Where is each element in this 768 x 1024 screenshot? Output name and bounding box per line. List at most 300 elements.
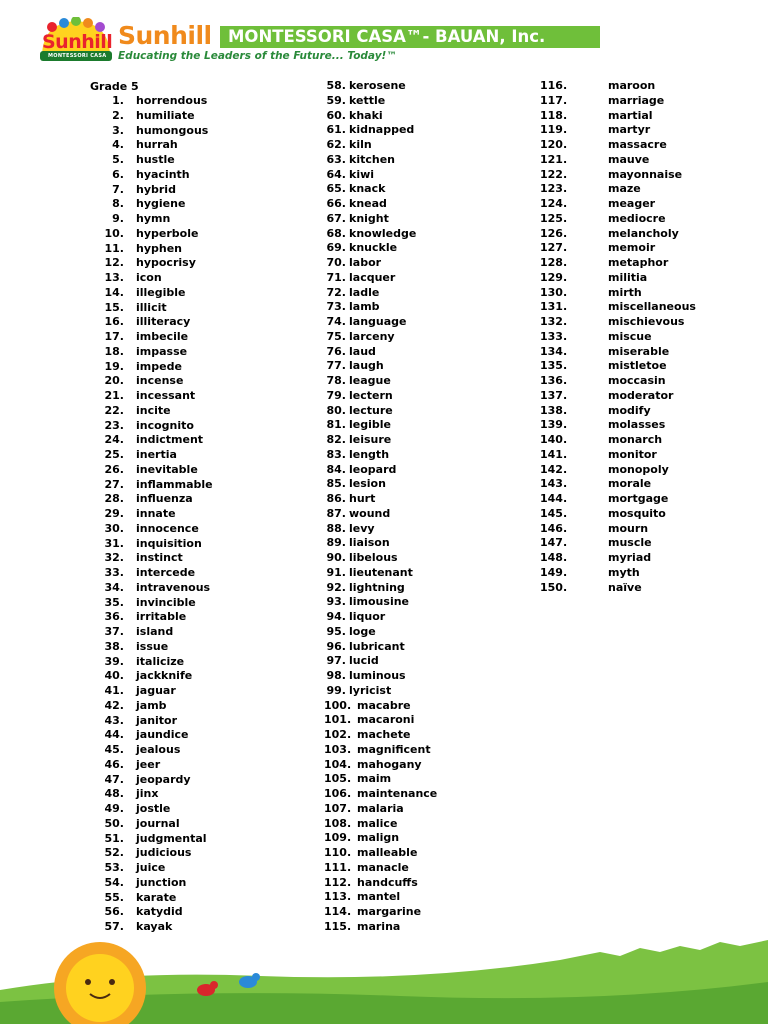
- word-list-item: [540, 433, 740, 448]
- item-word: mistletoe: [608, 359, 667, 373]
- item-number: 123.: [540, 182, 568, 196]
- item-word: liquor: [349, 610, 386, 623]
- item-word: kidnapped: [349, 123, 415, 137]
- word-list-item: [324, 640, 524, 655]
- word-list-item: [90, 714, 290, 729]
- item-number: 87.: [326, 506, 346, 520]
- word-list-item: [540, 463, 740, 478]
- item-number: 85.: [326, 477, 346, 491]
- item-number: 11.: [104, 241, 124, 255]
- item-word: macaroni: [357, 713, 415, 727]
- word-list-item: [90, 537, 290, 552]
- word-list-item: [324, 861, 524, 876]
- item-word: lieutenant: [349, 565, 413, 579]
- item-number: 57.: [104, 920, 124, 933]
- item-word: lubricant: [349, 639, 405, 653]
- item-number: 13.: [104, 271, 124, 284]
- word-list-item: [324, 94, 524, 109]
- item-number: 68.: [326, 226, 346, 240]
- item-word: malign: [357, 831, 400, 845]
- item-number: 48.: [104, 787, 124, 801]
- word-list-item: [90, 905, 290, 920]
- word-list-item: [90, 743, 290, 758]
- item-number: 122.: [540, 167, 568, 181]
- word-list-item: [540, 227, 740, 242]
- item-word: innocence: [136, 521, 199, 535]
- item-word: laud: [349, 344, 376, 358]
- word-list-item: [90, 433, 290, 448]
- item-number: 56.: [104, 905, 124, 919]
- item-word: leopard: [349, 462, 397, 476]
- word-list-item: [324, 123, 524, 138]
- word-list-item: [540, 477, 740, 492]
- item-number: 110.: [324, 846, 352, 859]
- item-word: jackknife: [136, 669, 193, 683]
- word-list-item: [324, 625, 524, 640]
- item-number: 16.: [104, 315, 124, 329]
- word-list-item: [90, 330, 290, 345]
- word-list-item: [324, 315, 524, 330]
- item-number: 33.: [104, 566, 124, 579]
- item-number: 116.: [540, 79, 568, 92]
- word-list-item: [324, 787, 524, 802]
- word-list-item: [540, 345, 740, 360]
- item-number: 120.: [540, 138, 568, 151]
- item-number: 52.: [104, 846, 124, 860]
- item-word: lecture: [349, 403, 393, 417]
- word-list-item: [324, 109, 524, 124]
- item-word: leisure: [349, 433, 392, 446]
- item-number: 78.: [326, 374, 346, 387]
- word-list-item: [324, 772, 524, 787]
- item-word: mischievous: [608, 315, 685, 328]
- item-number: 112.: [324, 875, 352, 889]
- word-list-item: [540, 271, 740, 286]
- word-list-column-1: [90, 94, 290, 935]
- item-number: 95.: [326, 624, 346, 638]
- item-number: 10.: [104, 226, 124, 240]
- word-list-item: [540, 241, 740, 256]
- item-number: 7.: [112, 182, 124, 196]
- item-word: lamb: [349, 300, 380, 314]
- item-word: juice: [136, 861, 166, 874]
- word-list-item: [540, 168, 740, 183]
- item-word: hypocrisy: [136, 256, 196, 270]
- item-word: mosquito: [608, 506, 666, 520]
- item-number: 99.: [326, 683, 346, 697]
- item-word: issue: [136, 639, 169, 653]
- item-number: 54.: [104, 875, 124, 889]
- item-word: morale: [608, 477, 652, 491]
- word-list-item: [540, 138, 740, 153]
- item-word: language: [349, 315, 407, 328]
- item-word: incite: [136, 403, 171, 417]
- item-word: machete: [357, 728, 411, 741]
- word-list-item: [90, 566, 290, 581]
- item-number: 80.: [326, 403, 346, 417]
- item-number: 63.: [326, 152, 346, 166]
- item-word: ladle: [349, 285, 380, 299]
- word-list-item: [540, 418, 740, 433]
- word-list-item: [90, 773, 290, 788]
- item-number: 15.: [104, 300, 124, 314]
- item-number: 149.: [540, 565, 568, 579]
- word-list-item: [324, 905, 524, 920]
- item-word: inflammable: [136, 477, 213, 491]
- item-word: maim: [357, 772, 392, 786]
- item-number: 70.: [326, 256, 346, 269]
- item-number: 76.: [326, 344, 346, 358]
- word-list-item: [324, 654, 524, 669]
- sun-icon: [54, 942, 146, 1024]
- word-list-item: [90, 404, 290, 419]
- item-word: knead: [349, 197, 387, 210]
- item-word: larceny: [349, 329, 395, 343]
- item-word: liaison: [349, 536, 390, 550]
- item-word: instinct: [136, 551, 183, 565]
- item-word: intercede: [136, 566, 196, 579]
- word-list-item: [90, 109, 290, 124]
- word-list-item: [324, 389, 524, 404]
- item-word: jeer: [136, 757, 161, 771]
- item-word: naïve: [608, 580, 642, 594]
- item-number: 100.: [324, 698, 352, 712]
- item-word: maroon: [608, 79, 656, 92]
- word-list-item: [540, 404, 740, 419]
- item-number: 89.: [326, 536, 346, 550]
- word-list-item: [540, 212, 740, 227]
- word-list-item: [540, 256, 740, 271]
- item-number: 21.: [104, 389, 124, 402]
- item-number: 55.: [104, 890, 124, 904]
- footer-landscape: [0, 930, 768, 1024]
- item-word: illegible: [136, 285, 186, 299]
- word-list-item: [324, 286, 524, 301]
- item-number: 140.: [540, 433, 568, 446]
- item-number: 40.: [104, 669, 124, 683]
- item-number: 66.: [326, 197, 346, 210]
- item-word: wound: [349, 506, 391, 520]
- word-list-item: [90, 876, 290, 891]
- word-list-item: [90, 197, 290, 212]
- item-number: 29.: [104, 507, 124, 520]
- word-list-item: [90, 596, 290, 611]
- word-list-item: [324, 728, 524, 743]
- item-word: incognito: [136, 418, 194, 432]
- item-number: 26.: [104, 462, 124, 476]
- word-list-item: [90, 448, 290, 463]
- word-list-item: [90, 183, 290, 198]
- item-word: mortgage: [608, 492, 669, 505]
- word-list-item: [324, 610, 524, 625]
- item-number: 53.: [104, 861, 124, 874]
- item-number: 86.: [326, 492, 346, 505]
- word-list-item: [540, 330, 740, 345]
- item-word: humongous: [136, 123, 209, 137]
- word-list-item: [90, 419, 290, 434]
- item-number: 71.: [326, 270, 346, 284]
- item-word: lectern: [349, 388, 393, 402]
- word-list-item: [90, 625, 290, 640]
- item-number: 103.: [324, 742, 352, 756]
- item-number: 130.: [540, 285, 568, 299]
- word-list-item: [90, 610, 290, 625]
- item-number: 14.: [104, 285, 124, 299]
- item-number: 105.: [324, 772, 352, 786]
- item-number: 2.: [112, 108, 124, 122]
- item-word: magnificent: [357, 742, 431, 756]
- item-number: 127.: [540, 241, 568, 255]
- item-number: 118.: [540, 108, 568, 122]
- item-number: 3.: [112, 123, 124, 137]
- word-list-item: [540, 286, 740, 301]
- word-list-item: [540, 153, 740, 168]
- word-list-item: [324, 212, 524, 227]
- item-word: jaundice: [136, 728, 189, 742]
- item-word: memoir: [608, 241, 656, 255]
- item-word: maintenance: [357, 787, 438, 800]
- item-word: macabre: [357, 698, 411, 712]
- word-list-item: [90, 168, 290, 183]
- item-word: lightning: [349, 580, 405, 594]
- item-number: 64.: [326, 167, 346, 181]
- item-word: myriad: [608, 551, 652, 564]
- item-word: miscue: [608, 329, 652, 343]
- item-number: 79.: [326, 388, 346, 402]
- word-list-item: [90, 389, 290, 404]
- item-word: icon: [136, 271, 162, 284]
- item-word: metaphor: [608, 256, 669, 269]
- word-list-item: [540, 359, 740, 374]
- word-list-item: [324, 669, 524, 684]
- word-list-item: [90, 242, 290, 257]
- item-number: 146.: [540, 521, 568, 535]
- item-word: loge: [349, 624, 376, 638]
- word-list-item: [90, 212, 290, 227]
- logo-wordmark: Sunhill: [42, 31, 113, 53]
- item-word: jinx: [136, 787, 159, 801]
- item-word: marriage: [608, 93, 665, 107]
- item-word: junction: [136, 875, 187, 889]
- item-number: 42.: [104, 698, 124, 712]
- item-number: 12.: [104, 256, 124, 270]
- item-word: monarch: [608, 433, 663, 446]
- item-number: 49.: [104, 802, 124, 815]
- word-list-item: [324, 802, 524, 817]
- word-list-item: [90, 551, 290, 566]
- item-word: invincible: [136, 595, 196, 609]
- word-list-item: [324, 300, 524, 315]
- word-list-item: [324, 846, 524, 861]
- item-number: 133.: [540, 329, 568, 343]
- school-name-banner: MONTESSORI CASA™- BAUAN, Inc.: [220, 26, 600, 48]
- item-word: knowledge: [349, 226, 417, 240]
- item-word: laugh: [349, 359, 384, 373]
- item-word: innate: [136, 507, 176, 520]
- word-list-item: [90, 728, 290, 743]
- item-word: mirth: [608, 285, 642, 299]
- word-list-item: [90, 256, 290, 271]
- item-word: limousine: [349, 595, 410, 609]
- word-list-item: [540, 536, 740, 551]
- item-word: moccasin: [608, 374, 666, 387]
- item-number: 81.: [326, 418, 346, 432]
- item-word: journal: [136, 816, 180, 830]
- item-word: imbecile: [136, 330, 189, 343]
- item-word: moderator: [608, 388, 674, 402]
- item-number: 18.: [104, 344, 124, 358]
- item-word: jaguar: [136, 684, 176, 697]
- word-list-item: [90, 758, 290, 773]
- item-word: league: [349, 374, 391, 387]
- item-number: 126.: [540, 226, 568, 240]
- item-number: 107.: [324, 801, 352, 815]
- item-number: 73.: [326, 300, 346, 314]
- item-number: 104.: [324, 757, 352, 771]
- item-word: humiliate: [136, 108, 195, 122]
- word-list-item: [90, 227, 290, 242]
- word-list-item: [90, 817, 290, 832]
- word-list-item: [540, 197, 740, 212]
- item-number: 144.: [540, 492, 568, 505]
- word-list-item: [90, 640, 290, 655]
- item-number: 148.: [540, 551, 568, 564]
- word-list-column-3: [540, 79, 740, 595]
- word-list-item: [90, 669, 290, 684]
- item-word: length: [349, 447, 390, 461]
- word-list-item: [540, 123, 740, 138]
- item-number: 138.: [540, 403, 568, 417]
- word-list-item: [540, 79, 740, 94]
- item-number: 106.: [324, 787, 352, 800]
- item-word: mantel: [357, 890, 401, 904]
- item-word: impasse: [136, 344, 188, 358]
- item-word: maze: [608, 182, 641, 196]
- item-word: intravenous: [136, 580, 211, 594]
- item-number: 19.: [104, 359, 124, 373]
- word-list-item: [90, 492, 290, 507]
- item-word: jeopardy: [136, 772, 191, 786]
- word-list-item: [540, 551, 740, 566]
- word-list-item: [324, 153, 524, 168]
- word-list-item: [90, 153, 290, 168]
- item-number: 41.: [104, 684, 124, 697]
- item-word: molasses: [608, 418, 666, 432]
- item-number: 102.: [324, 728, 352, 741]
- word-list-item: [90, 271, 290, 286]
- item-number: 24.: [104, 433, 124, 447]
- word-list-item: [324, 463, 524, 478]
- item-number: 108.: [324, 816, 352, 830]
- word-list-item: [324, 522, 524, 537]
- item-number: 46.: [104, 757, 124, 771]
- word-list-item: [324, 507, 524, 522]
- word-list-item: [324, 743, 524, 758]
- item-word: hygiene: [136, 197, 186, 211]
- word-list-item: [324, 566, 524, 581]
- item-word: handcuffs: [357, 875, 418, 889]
- item-word: kerosene: [349, 79, 406, 92]
- item-word: mourn: [608, 521, 649, 535]
- item-number: 34.: [104, 580, 124, 594]
- item-number: 44.: [104, 728, 124, 742]
- word-list-item: [324, 168, 524, 183]
- item-number: 145.: [540, 506, 568, 520]
- word-list-item: [90, 581, 290, 596]
- word-list-item: [90, 286, 290, 301]
- word-list-item: [90, 360, 290, 375]
- item-number: 136.: [540, 374, 568, 387]
- item-number: 93.: [326, 595, 346, 609]
- grade-title: Grade 5: [90, 80, 139, 93]
- word-list-item: [540, 374, 740, 389]
- item-number: 20.: [104, 374, 124, 388]
- item-number: 35.: [104, 595, 124, 609]
- item-number: 132.: [540, 315, 568, 328]
- item-word: impede: [136, 359, 182, 373]
- word-list-item: [324, 713, 524, 728]
- item-number: 60.: [326, 108, 346, 122]
- word-list-item: [324, 831, 524, 846]
- item-word: horrendous: [136, 94, 208, 107]
- item-number: 139.: [540, 418, 568, 432]
- word-list-item: [90, 94, 290, 109]
- word-list-item: [324, 345, 524, 360]
- word-list-item: [540, 448, 740, 463]
- word-list-item: [540, 492, 740, 507]
- item-number: 135.: [540, 359, 568, 373]
- item-word: myth: [608, 565, 640, 579]
- item-number: 91.: [326, 565, 346, 579]
- item-word: militia: [608, 270, 648, 284]
- item-word: jealous: [136, 743, 181, 756]
- item-word: mauve: [608, 152, 650, 166]
- item-number: 69.: [326, 241, 346, 255]
- item-word: martial: [608, 108, 653, 122]
- item-word: libelous: [349, 551, 398, 564]
- word-list-item: [90, 345, 290, 360]
- item-number: 75.: [326, 329, 346, 343]
- item-number: 111.: [324, 860, 352, 874]
- word-list-item: [324, 448, 524, 463]
- item-word: inquisition: [136, 536, 202, 550]
- word-list-item: [90, 802, 290, 817]
- item-number: 137.: [540, 388, 568, 402]
- item-word: margarine: [357, 905, 422, 918]
- item-number: 67.: [326, 211, 346, 225]
- item-number: 124.: [540, 197, 568, 210]
- word-list-item: [540, 182, 740, 197]
- item-number: 43.: [104, 713, 124, 727]
- word-list-item: [90, 846, 290, 861]
- item-number: 58.: [326, 79, 346, 92]
- item-word: monitor: [608, 447, 657, 461]
- item-word: hyperbole: [136, 226, 199, 240]
- item-number: 117.: [540, 93, 568, 107]
- item-number: 50.: [104, 816, 124, 830]
- item-word: island: [136, 625, 174, 638]
- item-word: hyacinth: [136, 167, 190, 181]
- item-number: 114.: [324, 905, 352, 918]
- item-number: 134.: [540, 344, 568, 358]
- item-word: jamb: [136, 698, 167, 712]
- item-word: khaki: [349, 108, 383, 122]
- item-word: miserable: [608, 344, 670, 358]
- item-word: hurrah: [136, 138, 178, 152]
- word-list-item: [90, 655, 290, 670]
- item-word: knack: [349, 182, 386, 196]
- item-number: 27.: [104, 477, 124, 491]
